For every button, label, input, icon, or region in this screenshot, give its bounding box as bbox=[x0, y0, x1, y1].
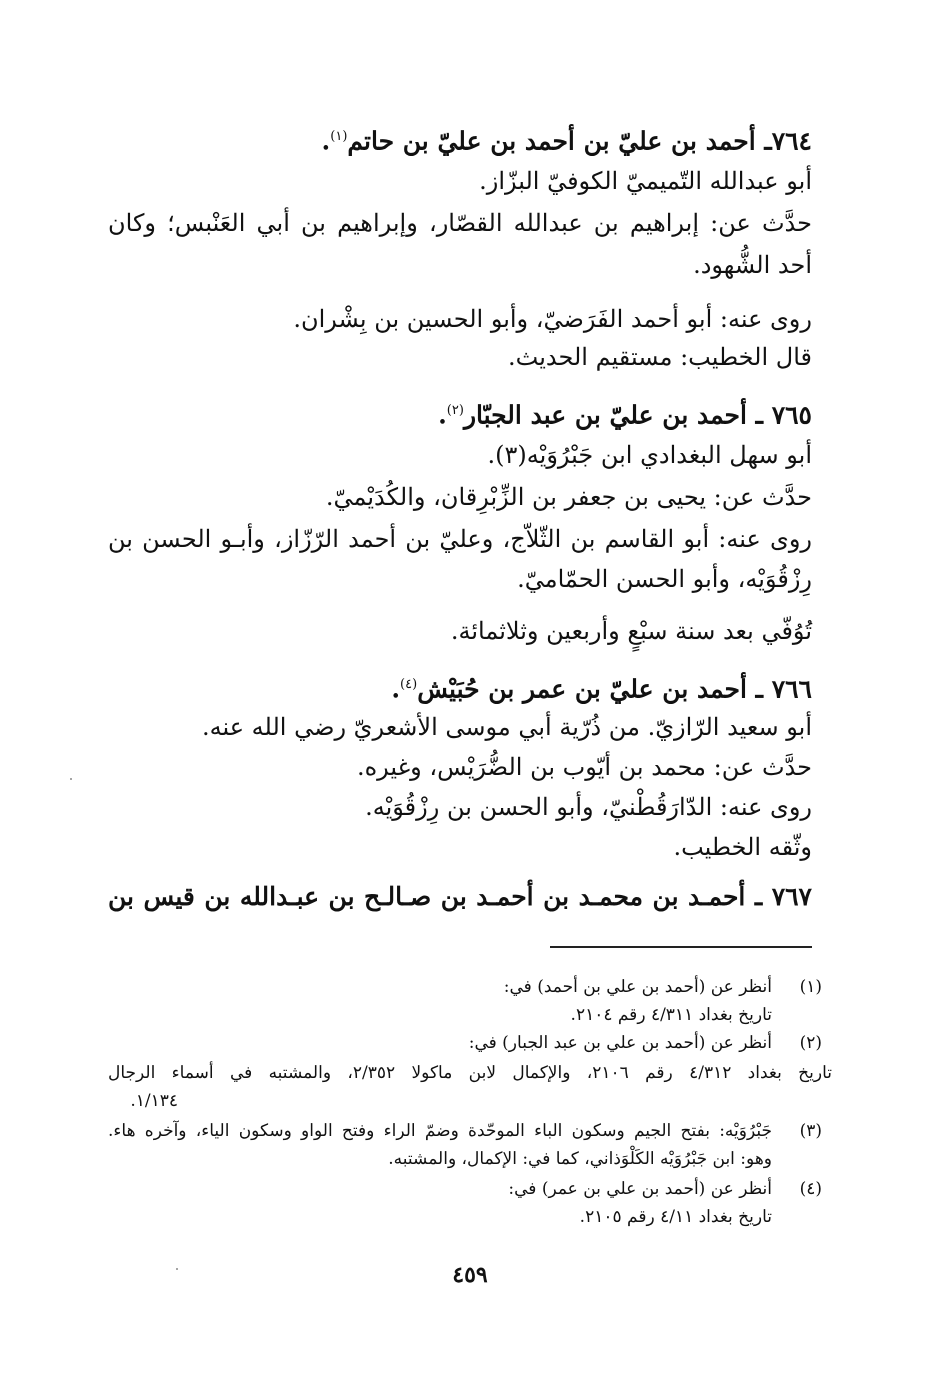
entry-heading-767 bbox=[108, 880, 812, 914]
footnote-number: (١) bbox=[799, 977, 822, 997]
heading-end: . bbox=[391, 674, 401, 704]
scan-speck bbox=[176, 1268, 178, 1270]
footnote-number: (٤) bbox=[799, 1179, 822, 1199]
entry-line: حدَّث عن: محمد بن أيّوب بن الضُّرَيْس، وغيره. bbox=[356, 753, 812, 781]
footnote-line: أنظر عن (أحمد بن علي بن عبد الجبار) في: bbox=[468, 1033, 772, 1053]
entry-line: وثّقه الخطيب. bbox=[673, 833, 812, 861]
footnote-number: (٢) bbox=[799, 1033, 822, 1053]
footnote-line: تاريخ بغداد ٤/١١ رقم ٢١٠٥. bbox=[579, 1207, 772, 1227]
entry-line: حدَّث عن: يحيى بن جعفر بن الزِّبْرِقان، والكُدَيْميّ. bbox=[325, 483, 812, 511]
footnote-ref: (٢) bbox=[446, 403, 464, 418]
footnote-divider bbox=[550, 946, 812, 948]
footnote-ref: (١) bbox=[330, 129, 348, 144]
heading-end: . bbox=[438, 400, 447, 430]
entry-heading-765 bbox=[438, 394, 812, 432]
entry-line: روى عنه: الدّارَقُطْنيّ، وأبو الحسن بن رِزْقُوَيْه. bbox=[365, 793, 812, 821]
entry-line: أبو عبدالله التّميميّ الكوفيّ البزّاز. bbox=[479, 167, 812, 195]
scan-speck bbox=[70, 778, 72, 780]
footnote-line: جَبْرُوَيْه: بفتح الجيم وسكون الباء الموحّدة وضمّ الراء وفتح الواو وسكون الياء، وآخره هاء. bbox=[108, 1121, 772, 1141]
footnote-number: (٣) bbox=[799, 1121, 822, 1141]
footnote-line: أنظر عن (أحمد بن علي بن أحمد) في: bbox=[503, 977, 772, 997]
heading-end: . bbox=[321, 126, 331, 156]
entry-line: أحد الشُّهود. bbox=[693, 251, 812, 279]
heading-text: ٧٦٥ ـ أحمد بن عليّ بن عبد الجبّار bbox=[463, 400, 812, 430]
entry-line: تُوُفّي بعد سنة سبْعٍ وأربعين وثلاثمائة. bbox=[450, 617, 812, 645]
footnote-ref: (٤) bbox=[400, 677, 418, 692]
entry-line: روى عنه: أبو أحمد الفَرَضيّ، وأبو الحسين بن بِشْران. bbox=[293, 305, 812, 333]
heading-text: ٧٦٦ ـ أحمد بن عليّ بن عمر بن حُبَيْش bbox=[417, 674, 812, 704]
entry-line: قال الخطيب: مستقيم الحديث. bbox=[508, 343, 812, 371]
heading-text: ٧٦٧ ـ أحمـد بن محمـد بن أحمـد بن صـالـح بن عبـدالله بن قيس بن bbox=[108, 882, 812, 911]
entry-line: حدَّث عن: إبراهيم بن عبدالله القصّار، وإبراهيم بن أبي العَنْبس؛ وكان bbox=[108, 209, 812, 237]
footnote-line: تاريخ بغداد ٤/٣١٢ رقم ٢١٠٦، والإكمال لابن ماكولا ٢/٣٥٢، والمشتبه في أسماء الرجال bbox=[108, 1063, 832, 1083]
entry-line: أبو سهل البغدادي ابن جَبْرُوَيْه(٣). bbox=[487, 441, 812, 469]
heading-text: ٧٦٤ـ أحمد بن عليّ بن أحمد بن عليّ بن حاتم bbox=[347, 126, 812, 156]
page-number: ٤٥٩ bbox=[452, 1262, 488, 1288]
footnote-line: تاريخ بغداد ٤/٣١١ رقم ٢١٠٤. bbox=[570, 1005, 772, 1025]
entry-heading-766 bbox=[391, 668, 812, 706]
footnote-line: وهو: ابن جَبْرُوَيْه الكَلْوَذاني، كما في: الإكمال، والمشتبه. bbox=[388, 1149, 772, 1169]
entry-line: أبو سعيد الرّازيّ. من ذُرّية أبي موسى الأشعريّ رضي الله عنه. bbox=[201, 713, 812, 741]
entry-heading-764 bbox=[322, 120, 812, 158]
footnote-line: أنظر عن (أحمد بن علي بن عمر) في: bbox=[508, 1179, 772, 1199]
entry-line: روى عنه: أبو القاسم بن الثّلاّج، وعليّ بن أحمد الرّزّاز، وأبـو الحسن بن bbox=[108, 525, 812, 553]
footnote-line: ١/١٣٤. bbox=[130, 1091, 178, 1111]
entry-line: رِزْقُوَيْه، وأبو الحسن الحمّاميّ. bbox=[517, 565, 812, 593]
